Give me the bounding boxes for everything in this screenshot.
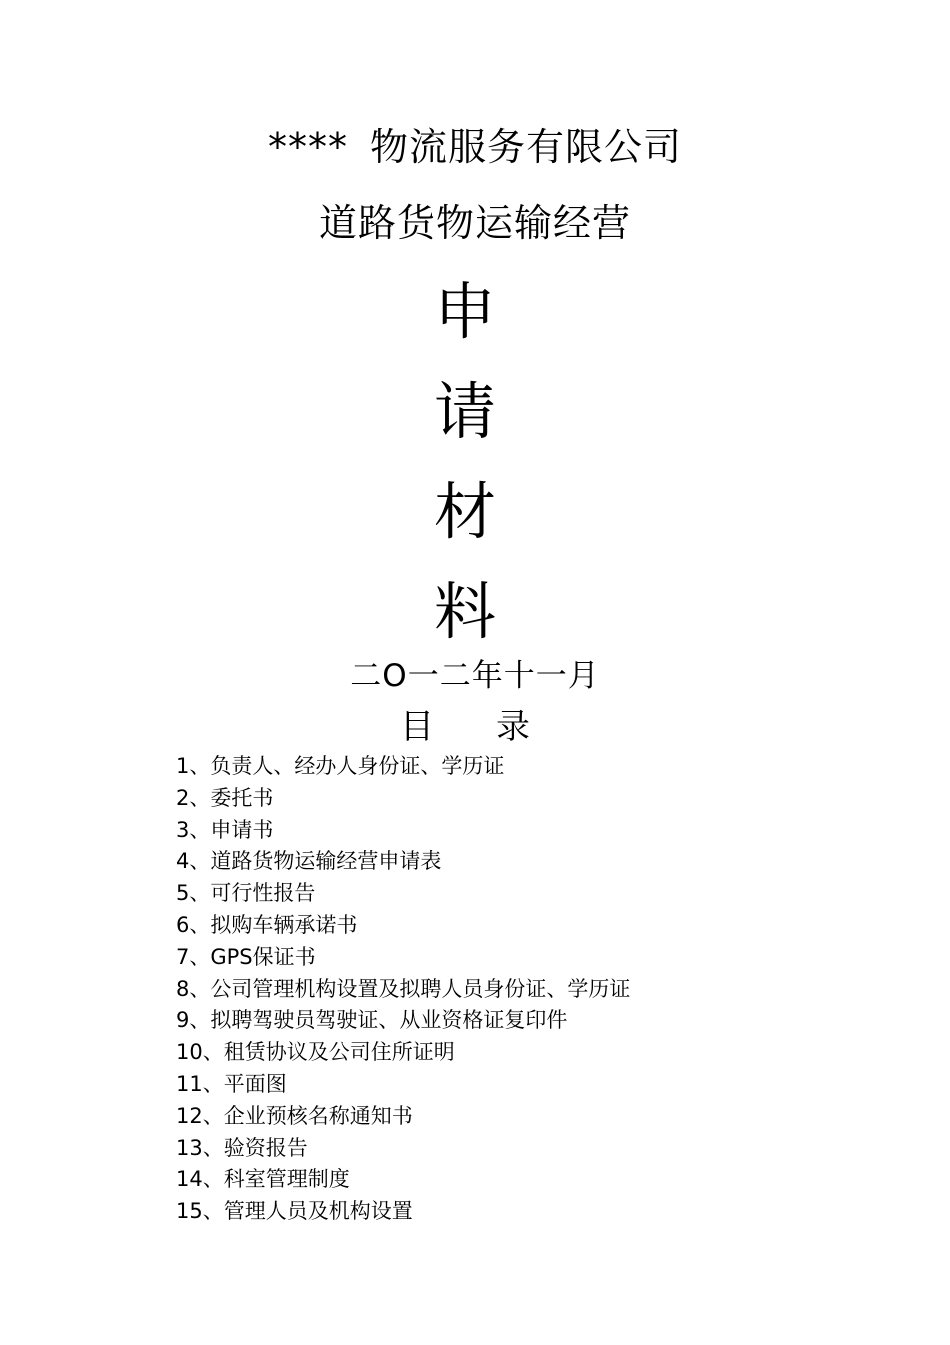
toc-heading-char-1: 目 [400, 707, 434, 747]
toc-item: 7、GPS保证书 [176, 944, 316, 969]
title-char-1: 申 [433, 275, 496, 348]
toc-item: 6、拟购车辆承诺书 [176, 912, 358, 937]
toc-item: 13、验资报告 [176, 1135, 308, 1160]
toc-heading [400, 704, 530, 750]
document-subtitle: 道路货物运输经营 [318, 201, 631, 245]
title-char-3: 材 [433, 475, 496, 548]
toc-item: 9、拟聘驾驶员驾驶证、从业资格证复印件 [176, 1008, 568, 1033]
toc-item: 1、负责人、经办人身份证、学历证 [176, 754, 505, 778]
company-prefix: **** [267, 125, 348, 169]
toc-item: 2、委托书 [176, 785, 274, 810]
company-name: 物流服务有限公司 [369, 125, 682, 169]
toc-item: 11、平面图 [176, 1071, 287, 1096]
toc-item: 12、企业预核名称通知书 [176, 1103, 413, 1128]
toc-item: 3、申请书 [176, 817, 274, 842]
document-date: 二O一二年十一月 [350, 658, 600, 694]
title-char-4: 料 [433, 575, 496, 648]
toc-item: 10、租赁协议及公司住所证明 [176, 1040, 455, 1065]
toc-item: 14、科室管理制度 [176, 1167, 350, 1192]
toc-item: 4、道路货物运输经营申请表 [176, 849, 442, 874]
toc-heading-char-2: 录 [496, 707, 530, 747]
toc-item: 5、可行性报告 [176, 881, 316, 906]
toc-item: 15、管理人员及机构设置 [176, 1199, 413, 1224]
toc-list [176, 751, 630, 1228]
title-char-2: 请 [433, 375, 496, 448]
toc-item: 8、公司管理机构设置及拟聘人员身份证、学历证 [176, 976, 631, 1001]
company-title [0, 122, 950, 172]
